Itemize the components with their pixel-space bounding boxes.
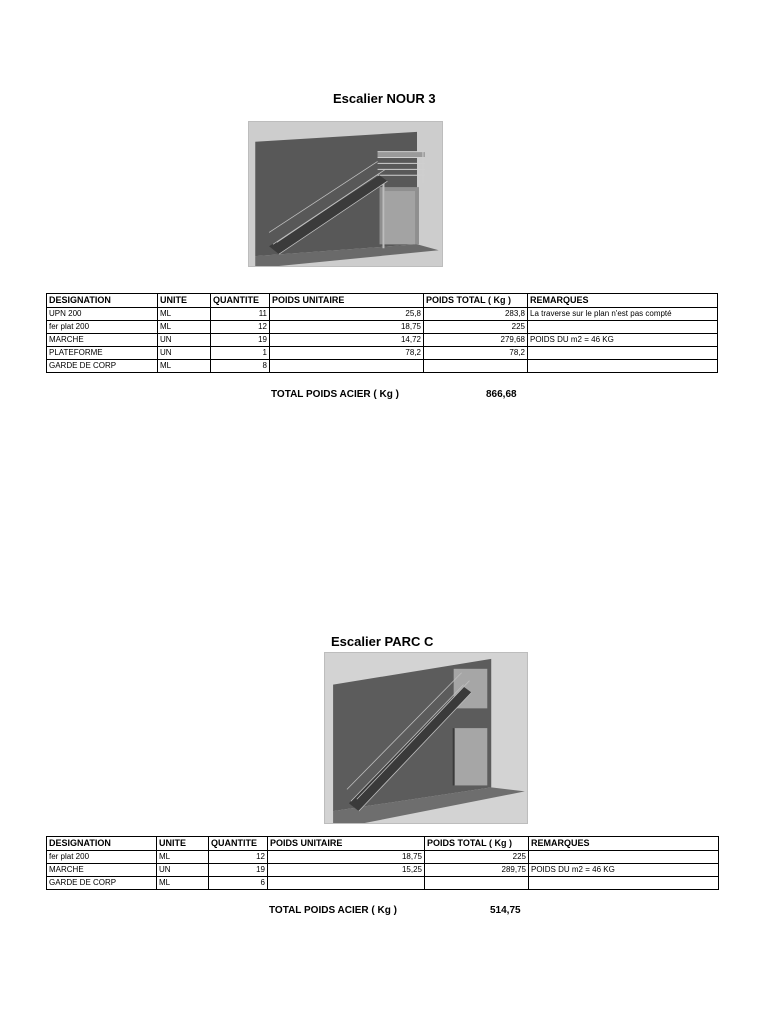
total-value: 866,68 [486,389,517,400]
cell-poids-total [425,877,529,890]
cell-remarques [528,360,718,373]
steel-weight-table [46,836,719,890]
cell-designation: GARDE DE CORP [47,877,157,890]
cell-designation: fer plat 200 [47,851,157,864]
cell-designation: UPN 200 [47,308,158,321]
table-row [47,851,719,864]
total-label: TOTAL POIDS ACIER ( Kg ) [269,905,397,916]
cell-unite: ML [157,877,209,890]
cell-poids-unitaire: 25,8 [270,308,424,321]
cell-poids-total: 225 [424,321,528,334]
section-title: Escalier PARC C [331,634,434,649]
cell-unite: UN [157,864,209,877]
cell-poids-unitaire: 15,25 [268,864,425,877]
cell-quantite: 12 [209,851,268,864]
cell-unite: ML [158,360,211,373]
cell-unite: ML [158,308,211,321]
cell-designation: MARCHE [47,864,157,877]
cell-unite: UN [158,334,211,347]
cell-poids-unitaire: 78,2 [270,347,424,360]
col-unite: UNITE [158,294,211,308]
cell-remarques [528,321,718,334]
cell-poids-unitaire [270,360,424,373]
cell-quantite: 19 [209,864,268,877]
col-poids-unitaire: POIDS UNITAIRE [270,294,424,308]
cell-unite: ML [158,321,211,334]
cell-remarques [528,347,718,360]
cell-designation: GARDE DE CORP [47,360,158,373]
cell-poids-unitaire: 18,75 [268,851,425,864]
cell-quantite: 6 [209,877,268,890]
col-poids-total: POIDS TOTAL ( Kg ) [424,294,528,308]
cell-quantite: 8 [211,360,270,373]
cell-unite: ML [157,851,209,864]
staircase-render-image [324,652,528,824]
col-poids-total: POIDS TOTAL ( Kg ) [425,837,529,851]
table-row [47,877,719,890]
cell-poids-total: 78,2 [424,347,528,360]
table-row [47,308,718,321]
col-designation: DESIGNATION [47,837,157,851]
col-designation: DESIGNATION [47,294,158,308]
table-row [47,334,718,347]
steel-weight-table [46,293,718,373]
cell-quantite: 19 [211,334,270,347]
staircase-render-image [248,121,443,267]
cell-poids-total: 289,75 [425,864,529,877]
cell-poids-unitaire [268,877,425,890]
total-value: 514,75 [490,905,521,916]
cell-quantite: 1 [211,347,270,360]
col-unite: UNITE [157,837,209,851]
table-header-row [47,837,719,851]
cell-poids-unitaire: 14,72 [270,334,424,347]
cell-remarques: POIDS DU m2 = 46 KG [529,864,719,877]
col-quantite: QUANTITE [209,837,268,851]
table-row [47,347,718,360]
cell-quantite: 12 [211,321,270,334]
cell-poids-total: 225 [425,851,529,864]
cell-designation: fer plat 200 [47,321,158,334]
table-header-row [47,294,718,308]
cell-unite: UN [158,347,211,360]
section-title: Escalier NOUR 3 [333,91,436,106]
cell-remarques [529,877,719,890]
cell-remarques: POIDS DU m2 = 46 KG [528,334,718,347]
table-row [47,321,718,334]
total-label: TOTAL POIDS ACIER ( Kg ) [271,389,399,400]
col-quantite: QUANTITE [211,294,270,308]
cell-poids-total: 279,68 [424,334,528,347]
cell-poids-unitaire: 18,75 [270,321,424,334]
table-row [47,864,719,877]
cell-designation: PLATEFORME [47,347,158,360]
cell-quantite: 11 [211,308,270,321]
cell-poids-total [424,360,528,373]
col-poids-unitaire: POIDS UNITAIRE [268,837,425,851]
cell-remarques: La traverse sur le plan n'est pas compté [528,308,718,321]
cell-poids-total: 283,8 [424,308,528,321]
cell-remarques [529,851,719,864]
col-remarques: REMARQUES [529,837,719,851]
cell-designation: MARCHE [47,334,158,347]
col-remarques: REMARQUES [528,294,718,308]
table-row [47,360,718,373]
